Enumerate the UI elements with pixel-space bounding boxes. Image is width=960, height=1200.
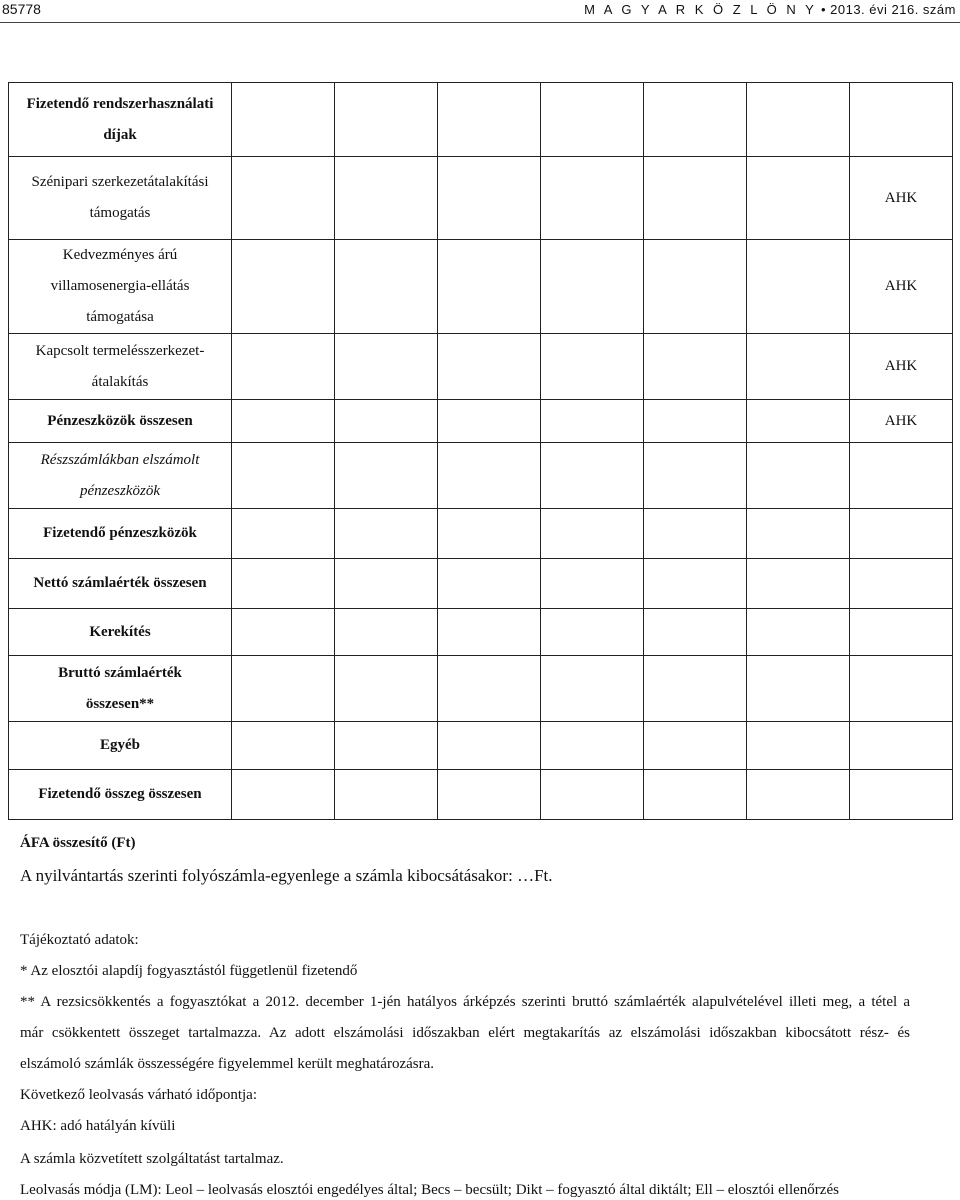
note-double-star-line1: ** A rezsicsökkentés a fogyasztókat a 2012. december 1-jén hatályos árképzés szerinti bruttó számlaérték alapulvételével illeti meg, a tétel a [20,994,910,1010]
row-label: Kapcsolt termelésszerkezet- átalakítás [9,334,232,400]
header-bullet: • [820,2,827,17]
table-row [9,656,953,722]
table-row [9,157,953,240]
table-row [9,83,953,157]
row-label: Fizetendő rendszerhasználati díjak [9,83,232,157]
row-label: Egyéb [9,722,232,770]
header-rule [0,22,960,23]
afa-summary-title: ÁFA összesítő (Ft) [20,835,136,851]
row-label: Pénzeszközök összesen [9,400,232,443]
ahk-value: AHK [850,334,953,400]
mediated-service-note: A számla közvetített szolgáltatást tartalmaz. [20,1151,284,1167]
row-label: Fizetendő összeg összesen [9,770,232,820]
table-row [9,559,953,609]
ahk-value: AHK [850,157,953,240]
balance-line: A nyilvántartás szerinti folyószámla-egyenlege a számla kibocsátásakor: …Ft. [20,866,553,885]
table-row [9,609,953,656]
note-double-star-line2: már csökkentett összeget tartalmazza. Az adott elszámolási időszakban elért megtakarítás az elszámolási időszakban kibocsátott rész- és [20,1025,910,1041]
row-label: Kedvezményes árú villamosenergia-ellátás támogatása [9,240,232,334]
reading-mode-legend: Leolvasás módja (LM): Leol – leolvasás elosztói engedélyes által; Becs – becsült; Dikt – fogyasztó által diktált; Ell – elosztói ellenőrzés [20,1182,839,1198]
issue-number: 2013. évi 216. szám [830,2,956,17]
ahk-value: AHK [850,240,953,334]
row-label: Fizetendő pénzeszközök [9,509,232,559]
row-label: Kerekítés [9,609,232,656]
note-single-star: * Az elosztói alapdíj fogyasztástól függetlenül fizetendő [20,963,358,979]
info-title: Tájékoztató adatok: [20,932,139,948]
ahk-value: AHK [850,400,953,443]
publication-info [584,2,956,17]
row-label: Bruttó számlaérték összesen** [9,656,232,722]
table-row [9,240,953,334]
table-row [9,334,953,400]
table-row [9,770,953,820]
row-label: Nettó számlaérték összesen [9,559,232,609]
page-header [0,0,960,22]
table-row [9,722,953,770]
note-double-star-line3: elszámoló számlák összességére figyelemmel került meghatározásra. [20,1056,434,1072]
next-reading: Következő leolvasás várható időpontja: [20,1087,258,1103]
row-label: Részszámlákban elszámolt pénzeszközök [9,443,232,509]
table-row [9,443,953,509]
invoice-table [8,82,953,820]
table-row [9,509,953,559]
row-label: Szénipari szerkezetátalakítási támogatás [9,157,232,240]
publication-title: M A G Y A R K Ö Z L Ö N Y [584,2,817,17]
ahk-legend: AHK: adó hatályán kívüli [20,1118,176,1134]
page-number: 85778 [2,1,41,17]
table-row [9,400,953,443]
